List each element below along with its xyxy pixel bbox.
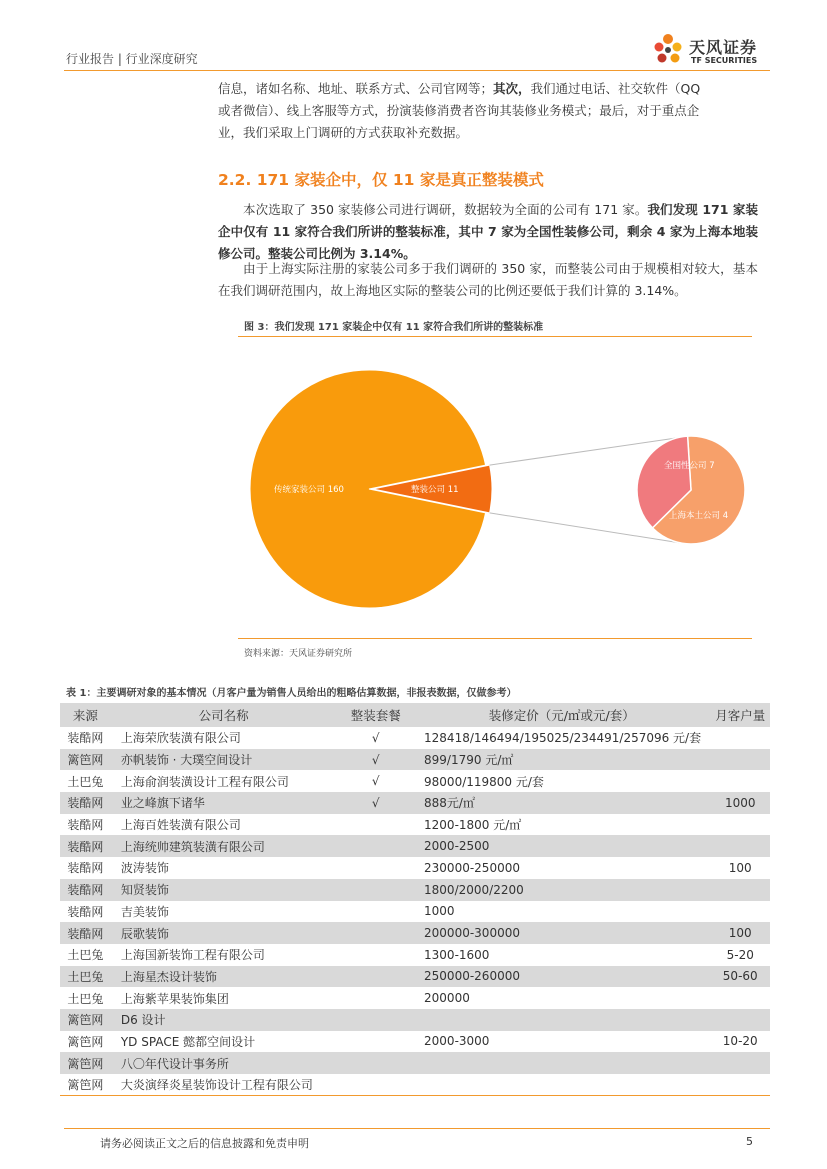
- intro-line3: 业，我们采取上门调研的方式获取补充数据。: [218, 125, 469, 140]
- cell-package: [337, 835, 414, 857]
- cell-monthly-clients: 100: [728, 860, 752, 875]
- cell-monthly-clients: [710, 835, 770, 857]
- cell-package: [337, 1052, 414, 1074]
- cell-company: 八〇年代设计事务所: [111, 1052, 338, 1074]
- table-row: [60, 987, 770, 1009]
- cell-monthly-clients: [710, 1052, 770, 1074]
- logo-english-name: TF SECURITIES: [691, 56, 758, 65]
- intro-line1-bold: 其次，: [493, 81, 531, 96]
- cell-package: [337, 922, 414, 944]
- table-row: [60, 814, 770, 836]
- pie-of-pie-chart: [238, 337, 752, 637]
- cell-company: 上海俞润装潢设计工程有限公司: [120, 774, 289, 789]
- cell-company: 上海国新装饰工程有限公司: [120, 948, 265, 963]
- cell-source: 篱笆网: [60, 749, 111, 771]
- label-traditional: 传统家装公司 160: [274, 485, 344, 495]
- section-title: 2.2. 171 家装企中，仅 11 家是真正整装模式: [218, 171, 544, 189]
- cell-source: 装酷网: [67, 731, 104, 746]
- label-national: 全国性公司 7: [664, 461, 715, 471]
- body-p1-text: 本次选取了 350 家装修公司进行调研，数据较为全面的公司有 171 家。: [243, 202, 648, 217]
- table-title: 表 1：主要调研对象的基本情况（月客户量为销售人员给出的粗略估算数据，非报表数据，仅做参考）: [66, 688, 517, 699]
- footer-disclaimer: 请务必阅读正文之后的信息披露和免责申明: [100, 1137, 309, 1150]
- cell-package: [337, 1009, 414, 1031]
- cell-company: 上海百姓装潢有限公司: [120, 818, 241, 833]
- cell-source: 土巴兔: [67, 991, 104, 1006]
- cell-package: √: [337, 749, 414, 771]
- cell-monthly-clients: [710, 1074, 770, 1096]
- header-package: 整装套餐: [337, 703, 414, 727]
- table-row: [60, 835, 770, 857]
- survey-table: [60, 703, 770, 1096]
- cell-monthly-clients: [710, 814, 770, 836]
- cell-monthly-clients: 50-60: [710, 966, 770, 988]
- table-row: [60, 901, 770, 923]
- cell-source: 装酷网: [67, 818, 104, 833]
- cell-monthly-clients: 100: [710, 922, 770, 944]
- cell-source: 土巴兔: [60, 966, 111, 988]
- table-row: [60, 1052, 770, 1074]
- header-divider: [64, 70, 770, 71]
- header-source: 来源: [60, 703, 111, 727]
- body-p1-bold: 我们发现 171 家装企中仅有 11 家符合我们所讲的整装标准，其中 7 家为全国性装修公司，剩余 4 家为上海本地装修公司。整装公司比例为 3.14%。: [218, 202, 759, 261]
- cell-package: [337, 1031, 414, 1053]
- cell-company: 辰歌装饰: [111, 922, 338, 944]
- figure-bottom-rule: [238, 638, 752, 639]
- cell-price: 230000-250000: [424, 860, 520, 875]
- footer-divider: [64, 1128, 770, 1129]
- cell-monthly-clients: 1000: [710, 792, 770, 814]
- cell-package: √: [371, 774, 380, 789]
- table-row: [60, 1009, 770, 1031]
- intro-paragraph: [218, 78, 758, 144]
- logo-chinese-name: 天风证券: [689, 38, 758, 57]
- table-row: [60, 749, 770, 771]
- cell-price: 1000: [424, 904, 455, 919]
- sub-pie: [637, 436, 745, 544]
- cell-source: 装酷网: [67, 861, 104, 876]
- label-shanghai-local: 上海本土公司 4: [669, 511, 729, 521]
- cell-source: 篱笆网: [60, 1052, 111, 1074]
- table-row: [60, 727, 770, 749]
- cell-package: [337, 879, 414, 901]
- label-integrated: 整装公司 11: [411, 485, 459, 495]
- cell-monthly-clients: [710, 1009, 770, 1031]
- cell-price: 1300-1600: [424, 947, 490, 962]
- cell-source: 装酷网: [60, 792, 111, 814]
- cell-package: [337, 814, 414, 836]
- cell-source: 装酷网: [60, 879, 111, 901]
- tf-flower-icon: [651, 32, 685, 68]
- cell-company: YD SPACE 懿都空间设计: [120, 1034, 256, 1049]
- figure-title: 图 3：我们发现 171 家装企中仅有 11 家符合我们所讲的整装标准: [244, 322, 544, 333]
- cell-price: 1200-1800 元/㎡: [424, 818, 522, 833]
- cell-price: 250000-260000: [414, 966, 710, 988]
- figure-source: 资料来源：天风证券研究所: [244, 649, 353, 659]
- cell-package: [337, 901, 414, 923]
- cell-source: 装酷网: [60, 835, 111, 857]
- cell-company: 知贤装饰: [111, 879, 338, 901]
- intro-line2: 或者微信）、线上客服等方式，扮演装修消费者咨询其装修业务模式；最后，对于重点企: [218, 103, 700, 118]
- table-row: [60, 1074, 770, 1096]
- cell-package: √: [337, 792, 414, 814]
- cell-company: 业之峰旗下诸华: [111, 792, 338, 814]
- cell-source: 装酷网: [67, 904, 104, 919]
- table-row: [60, 966, 770, 988]
- cell-monthly-clients: [710, 987, 770, 1009]
- cell-company: 大炎演绎炎星装饰设计工程有限公司: [120, 1078, 313, 1093]
- cell-source: 土巴兔: [67, 774, 104, 789]
- cell-source: 土巴兔: [67, 948, 104, 963]
- cell-package: [337, 966, 414, 988]
- cell-price: 200000: [424, 991, 470, 1006]
- intro-line1-b: 我们通过电话、社交软件（QQ: [530, 81, 701, 96]
- cell-price: [414, 1009, 710, 1031]
- cell-package: [337, 944, 414, 966]
- intro-line1-a: 信息，诸如名称、地址、联系方式、公司官网等；: [218, 81, 494, 96]
- cell-company: 上海星杰设计装饰: [111, 966, 338, 988]
- cell-price: 1800/2000/2200: [414, 879, 710, 901]
- cell-source: 篱笆网: [67, 1034, 104, 1049]
- table-row: [60, 879, 770, 901]
- cell-price: 888元/㎡: [414, 792, 710, 814]
- cell-monthly-clients: [710, 879, 770, 901]
- cell-company: 上海统帅建筑装潢有限公司: [111, 835, 338, 857]
- cell-company: D6 设计: [111, 1009, 338, 1031]
- cell-package: [337, 1074, 414, 1096]
- cell-company: 上海荣欣装潢有限公司: [120, 731, 241, 746]
- table-row: [60, 922, 770, 944]
- cell-price: 128418/146494/195025/234491/257096 元/套: [424, 731, 702, 746]
- cell-monthly-clients: 10-20: [722, 1034, 758, 1049]
- header-breadcrumb: 行业报告 | 行业深度研究: [66, 52, 198, 66]
- header-price: 装修定价（元/㎡或元/套）: [414, 703, 710, 727]
- cell-company: 波涛装饰: [120, 861, 169, 876]
- cell-source: 篱笆网: [67, 1078, 104, 1093]
- cell-company: 亦帆装饰 · 大璞空间设计: [111, 749, 338, 771]
- table-row: [60, 857, 770, 879]
- cell-price: 98000/119800 元/套: [424, 774, 544, 789]
- cell-price: 2000-2500: [414, 835, 710, 857]
- cell-source: 篱笆网: [60, 1009, 111, 1031]
- cell-package: √: [371, 730, 380, 745]
- cell-monthly-clients: [710, 727, 770, 749]
- cell-source: 装酷网: [60, 922, 111, 944]
- table-row: [60, 1031, 770, 1053]
- cell-company: 上海紫苹果装饰集团: [120, 991, 229, 1006]
- cell-price: 2000-3000: [424, 1034, 490, 1049]
- body-paragraph-2: 由于上海实际注册的家装公司多于我们调研的 350 家，而整装公司由于规模相对较大，基本在我们调研范围内，故上海地区实际的整装公司的比例还要低于我们计算的 3.14%。: [218, 261, 758, 298]
- table-header-row: [60, 703, 770, 727]
- table-row: [60, 770, 770, 792]
- cell-price: 899/1790 元/㎡: [414, 749, 710, 771]
- cell-monthly-clients: 5-20: [726, 947, 754, 962]
- header-monthly-clients: 月客户量: [710, 703, 770, 727]
- cell-monthly-clients: [710, 901, 770, 923]
- cell-package: [337, 987, 414, 1009]
- cell-price: [414, 1074, 710, 1096]
- cell-monthly-clients: [710, 770, 770, 792]
- cell-package: [337, 857, 414, 879]
- cell-price: [414, 1052, 710, 1074]
- cell-monthly-clients: [710, 749, 770, 771]
- header-company: 公司名称: [111, 703, 338, 727]
- cell-price: 200000-300000: [414, 922, 710, 944]
- page-number: 5: [746, 1135, 753, 1148]
- cell-company: 吉美装饰: [120, 904, 169, 919]
- table-row: [60, 944, 770, 966]
- table-row: [60, 792, 770, 814]
- tf-securities-logo: [651, 30, 771, 70]
- table-bottom-rule: [60, 1095, 770, 1096]
- body-paragraph-1: [218, 199, 758, 265]
